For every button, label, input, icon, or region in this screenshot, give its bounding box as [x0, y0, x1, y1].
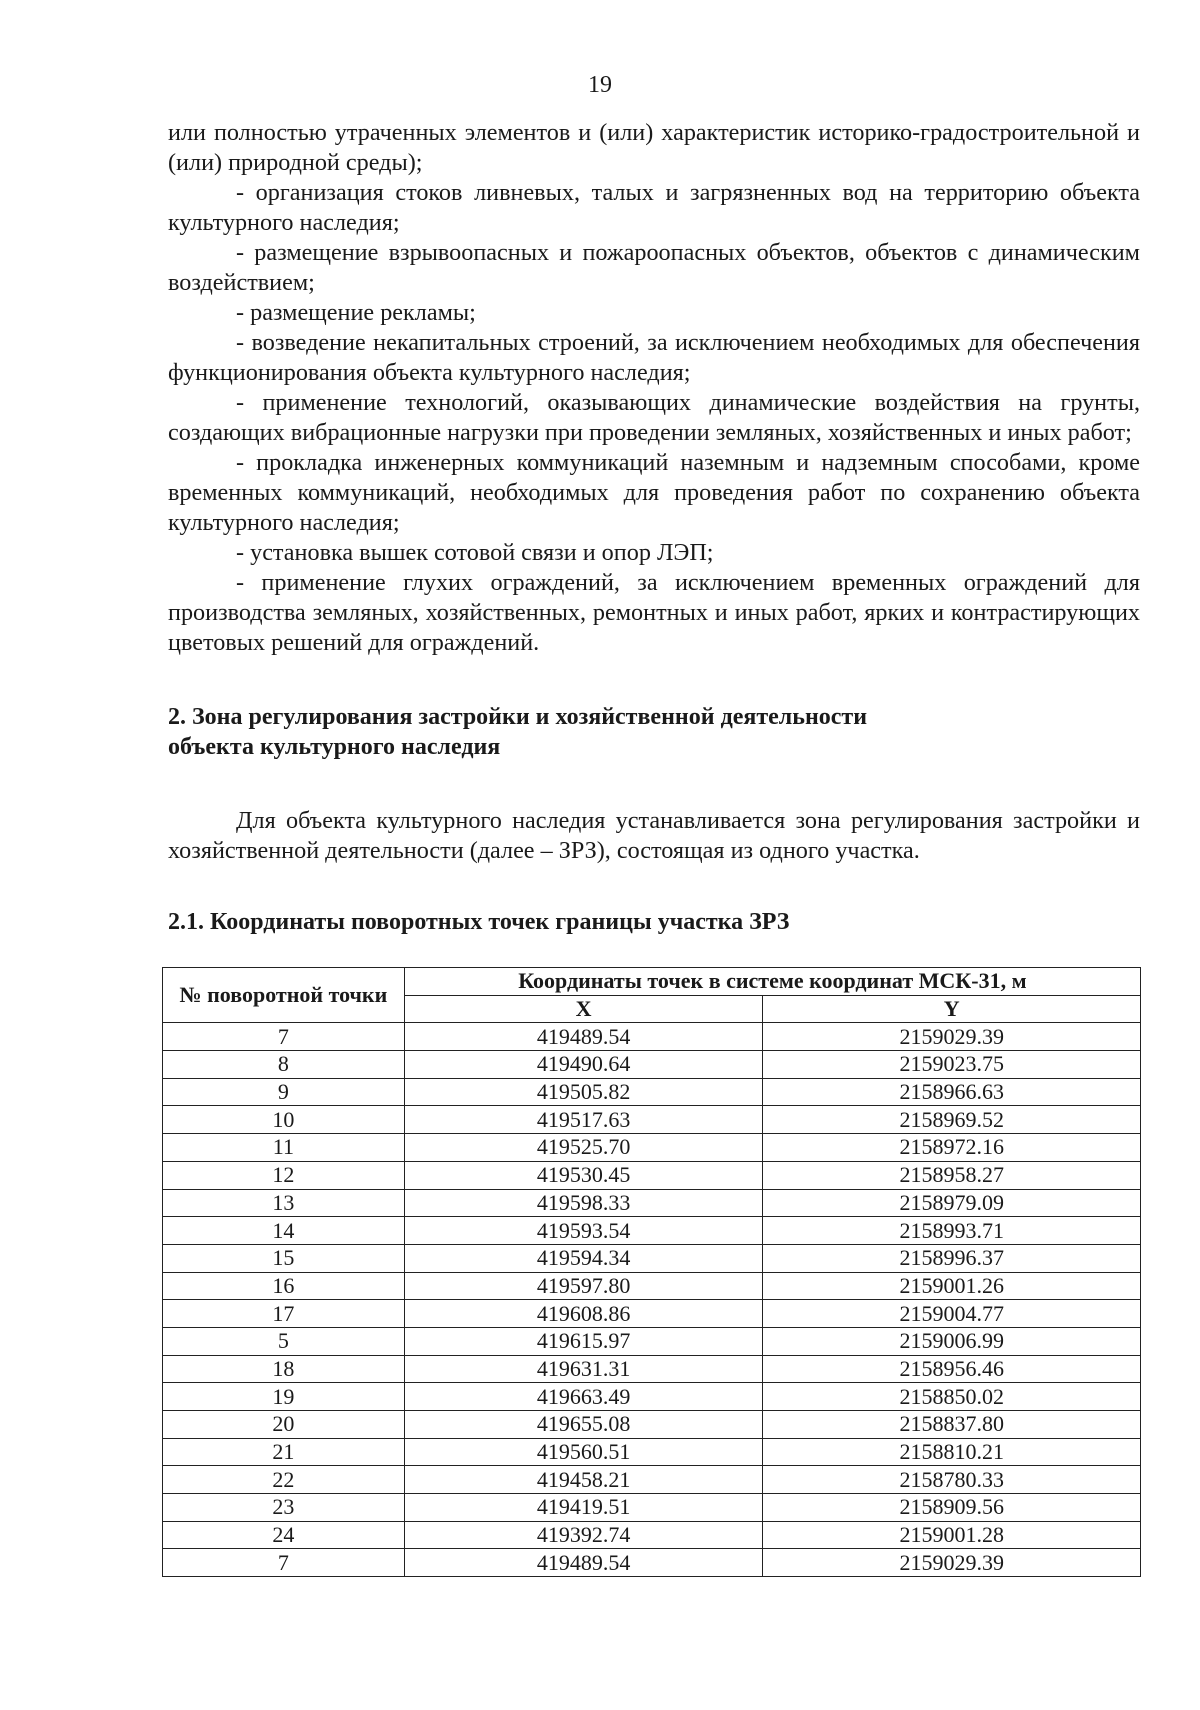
- cell-y: 2158837.80: [763, 1411, 1141, 1439]
- table-row: [163, 1272, 1141, 1300]
- cell-x: 419560.51: [404, 1438, 763, 1466]
- table-row: [163, 1051, 1141, 1079]
- list-item: - размещение взрывоопасных и пожароопасных объектов, объектов с динамическим воздействием;: [168, 239, 1140, 296]
- cell-x: 419392.74: [404, 1521, 763, 1549]
- cell-x: 419489.54: [404, 1549, 763, 1577]
- cell-x: 419663.49: [404, 1383, 763, 1411]
- cell-point-number: 21: [163, 1438, 405, 1466]
- list-item: - организация стоков ливневых, талых и загрязненных вод на территорию объекта культурного наследия;: [168, 179, 1140, 236]
- cell-point-number: 20: [163, 1411, 405, 1439]
- table-row: [163, 1023, 1141, 1051]
- cell-y: 2159029.39: [763, 1549, 1141, 1577]
- cell-x: 419655.08: [404, 1411, 763, 1439]
- cell-point-number: 17: [163, 1300, 405, 1328]
- cell-x: 419419.51: [404, 1494, 763, 1522]
- cell-y: 2158993.71: [763, 1217, 1141, 1245]
- section-intro: Для объекта культурного наследия устанавливается зона регулирования застройки и хозяйственной деятельности (далее – ЗРЗ), состоящая из одного участка.: [168, 807, 1140, 864]
- cell-point-number: 12: [163, 1161, 405, 1189]
- cell-x: 419593.54: [404, 1217, 763, 1245]
- cell-y: 2158958.27: [763, 1161, 1141, 1189]
- cell-y: 2158979.09: [763, 1189, 1141, 1217]
- cell-y: 2158909.56: [763, 1494, 1141, 1522]
- cell-y: 2158810.21: [763, 1438, 1141, 1466]
- table-row: [163, 1411, 1141, 1439]
- cell-point-number: 9: [163, 1078, 405, 1106]
- cell-y: 2158969.52: [763, 1106, 1141, 1134]
- cell-x: 419608.86: [404, 1300, 763, 1328]
- cell-y: 2159006.99: [763, 1327, 1141, 1355]
- table-row: [163, 1521, 1141, 1549]
- cell-x: 419530.45: [404, 1161, 763, 1189]
- header-coordinates: Координаты точек в системе координат МСК-31, м: [404, 968, 1140, 996]
- cell-y: 2159004.77: [763, 1300, 1141, 1328]
- table-row: [163, 1134, 1141, 1162]
- list-item: - размещение рекламы;: [236, 299, 476, 326]
- cell-y: 2158972.16: [763, 1134, 1141, 1162]
- cell-x: 419505.82: [404, 1078, 763, 1106]
- section-heading-line1: 2. Зона регулирования застройки и хозяйственной деятельности: [168, 704, 868, 730]
- cell-point-number: 13: [163, 1189, 405, 1217]
- table-row: [163, 1327, 1141, 1355]
- cell-y: 2158780.33: [763, 1466, 1141, 1494]
- table-title: 2.1. Координаты поворотных точек границы участка ЗРЗ: [168, 909, 790, 935]
- header-y: Y: [763, 995, 1141, 1023]
- cell-y: 2158956.46: [763, 1355, 1141, 1383]
- table-row: [163, 1466, 1141, 1494]
- table-row: [163, 1549, 1141, 1577]
- page-number: 19: [588, 72, 612, 98]
- cell-x: 419631.31: [404, 1355, 763, 1383]
- cell-point-number: 5: [163, 1327, 405, 1355]
- cell-point-number: 10: [163, 1106, 405, 1134]
- table-row: [163, 1217, 1141, 1245]
- cell-point-number: 7: [163, 1549, 405, 1577]
- cell-x: 419615.97: [404, 1327, 763, 1355]
- coordinates-table: [162, 967, 1141, 1577]
- list-item: - применение технологий, оказывающих динамические воздействия на грунты, создающих вибрационные нагрузки при проведении земляных, хозяйственных и иных работ;: [168, 389, 1140, 446]
- cell-point-number: 18: [163, 1355, 405, 1383]
- cell-point-number: 15: [163, 1244, 405, 1272]
- cell-point-number: 22: [163, 1466, 405, 1494]
- cell-x: 419458.21: [404, 1466, 763, 1494]
- cell-point-number: 24: [163, 1521, 405, 1549]
- list-item: - прокладка инженерных коммуникаций наземным и надземным способами, кроме временных коммуникаций, необходимых для проведения работ по сохранению объекта культурного наследия;: [168, 449, 1140, 536]
- cell-y: 2158996.37: [763, 1244, 1141, 1272]
- table-row: [163, 1438, 1141, 1466]
- table-row: [163, 1494, 1141, 1522]
- cell-y: 2159001.26: [763, 1272, 1141, 1300]
- cell-point-number: 11: [163, 1134, 405, 1162]
- cell-x: 419490.64: [404, 1051, 763, 1079]
- table-row: [163, 1244, 1141, 1272]
- cell-point-number: 7: [163, 1023, 405, 1051]
- cell-y: 2158850.02: [763, 1383, 1141, 1411]
- cell-x: 419597.80: [404, 1272, 763, 1300]
- table-row: [163, 1189, 1141, 1217]
- cell-y: 2159001.28: [763, 1521, 1141, 1549]
- cell-x: 419598.33: [404, 1189, 763, 1217]
- cell-point-number: 14: [163, 1217, 405, 1245]
- section-heading-line2: объекта культурного наследия: [168, 734, 501, 760]
- cell-point-number: 23: [163, 1494, 405, 1522]
- cell-y: 2159029.39: [763, 1023, 1141, 1051]
- cell-point-number: 8: [163, 1051, 405, 1079]
- table-row: [163, 1383, 1141, 1411]
- cell-x: 419517.63: [404, 1106, 763, 1134]
- cell-point-number: 19: [163, 1383, 405, 1411]
- table-row: [163, 1161, 1141, 1189]
- list-item: - возведение некапитальных строений, за исключением необходимых для обеспечения функционирования объекта культурного наследия;: [168, 329, 1140, 386]
- cell-x: 419525.70: [404, 1134, 763, 1162]
- header-point-number: № поворотной точки: [163, 968, 405, 1023]
- cell-y: 2158966.63: [763, 1078, 1141, 1106]
- list-item: - применение глухих ограждений, за исключением временных ограждений для производства земляных, хозяйственных, ремонтных и иных работ, ярких и контрастирующих цветовых решений для ограждений.: [168, 569, 1140, 656]
- cell-y: 2159023.75: [763, 1051, 1141, 1079]
- paragraph: или полностью утраченных элементов и (или) характеристик историко-градостроительной и (или) природной среды);: [168, 119, 1140, 176]
- cell-x: 419489.54: [404, 1023, 763, 1051]
- table-row: [163, 1078, 1141, 1106]
- table-row: [163, 1355, 1141, 1383]
- cell-x: 419594.34: [404, 1244, 763, 1272]
- table-row: [163, 1300, 1141, 1328]
- table-row: [163, 1106, 1141, 1134]
- header-x: X: [404, 995, 763, 1023]
- cell-point-number: 16: [163, 1272, 405, 1300]
- section-heading: [168, 702, 1140, 762]
- list-item: - установка вышек сотовой связи и опор ЛЭП;: [236, 539, 714, 566]
- document-body: [168, 118, 1140, 937]
